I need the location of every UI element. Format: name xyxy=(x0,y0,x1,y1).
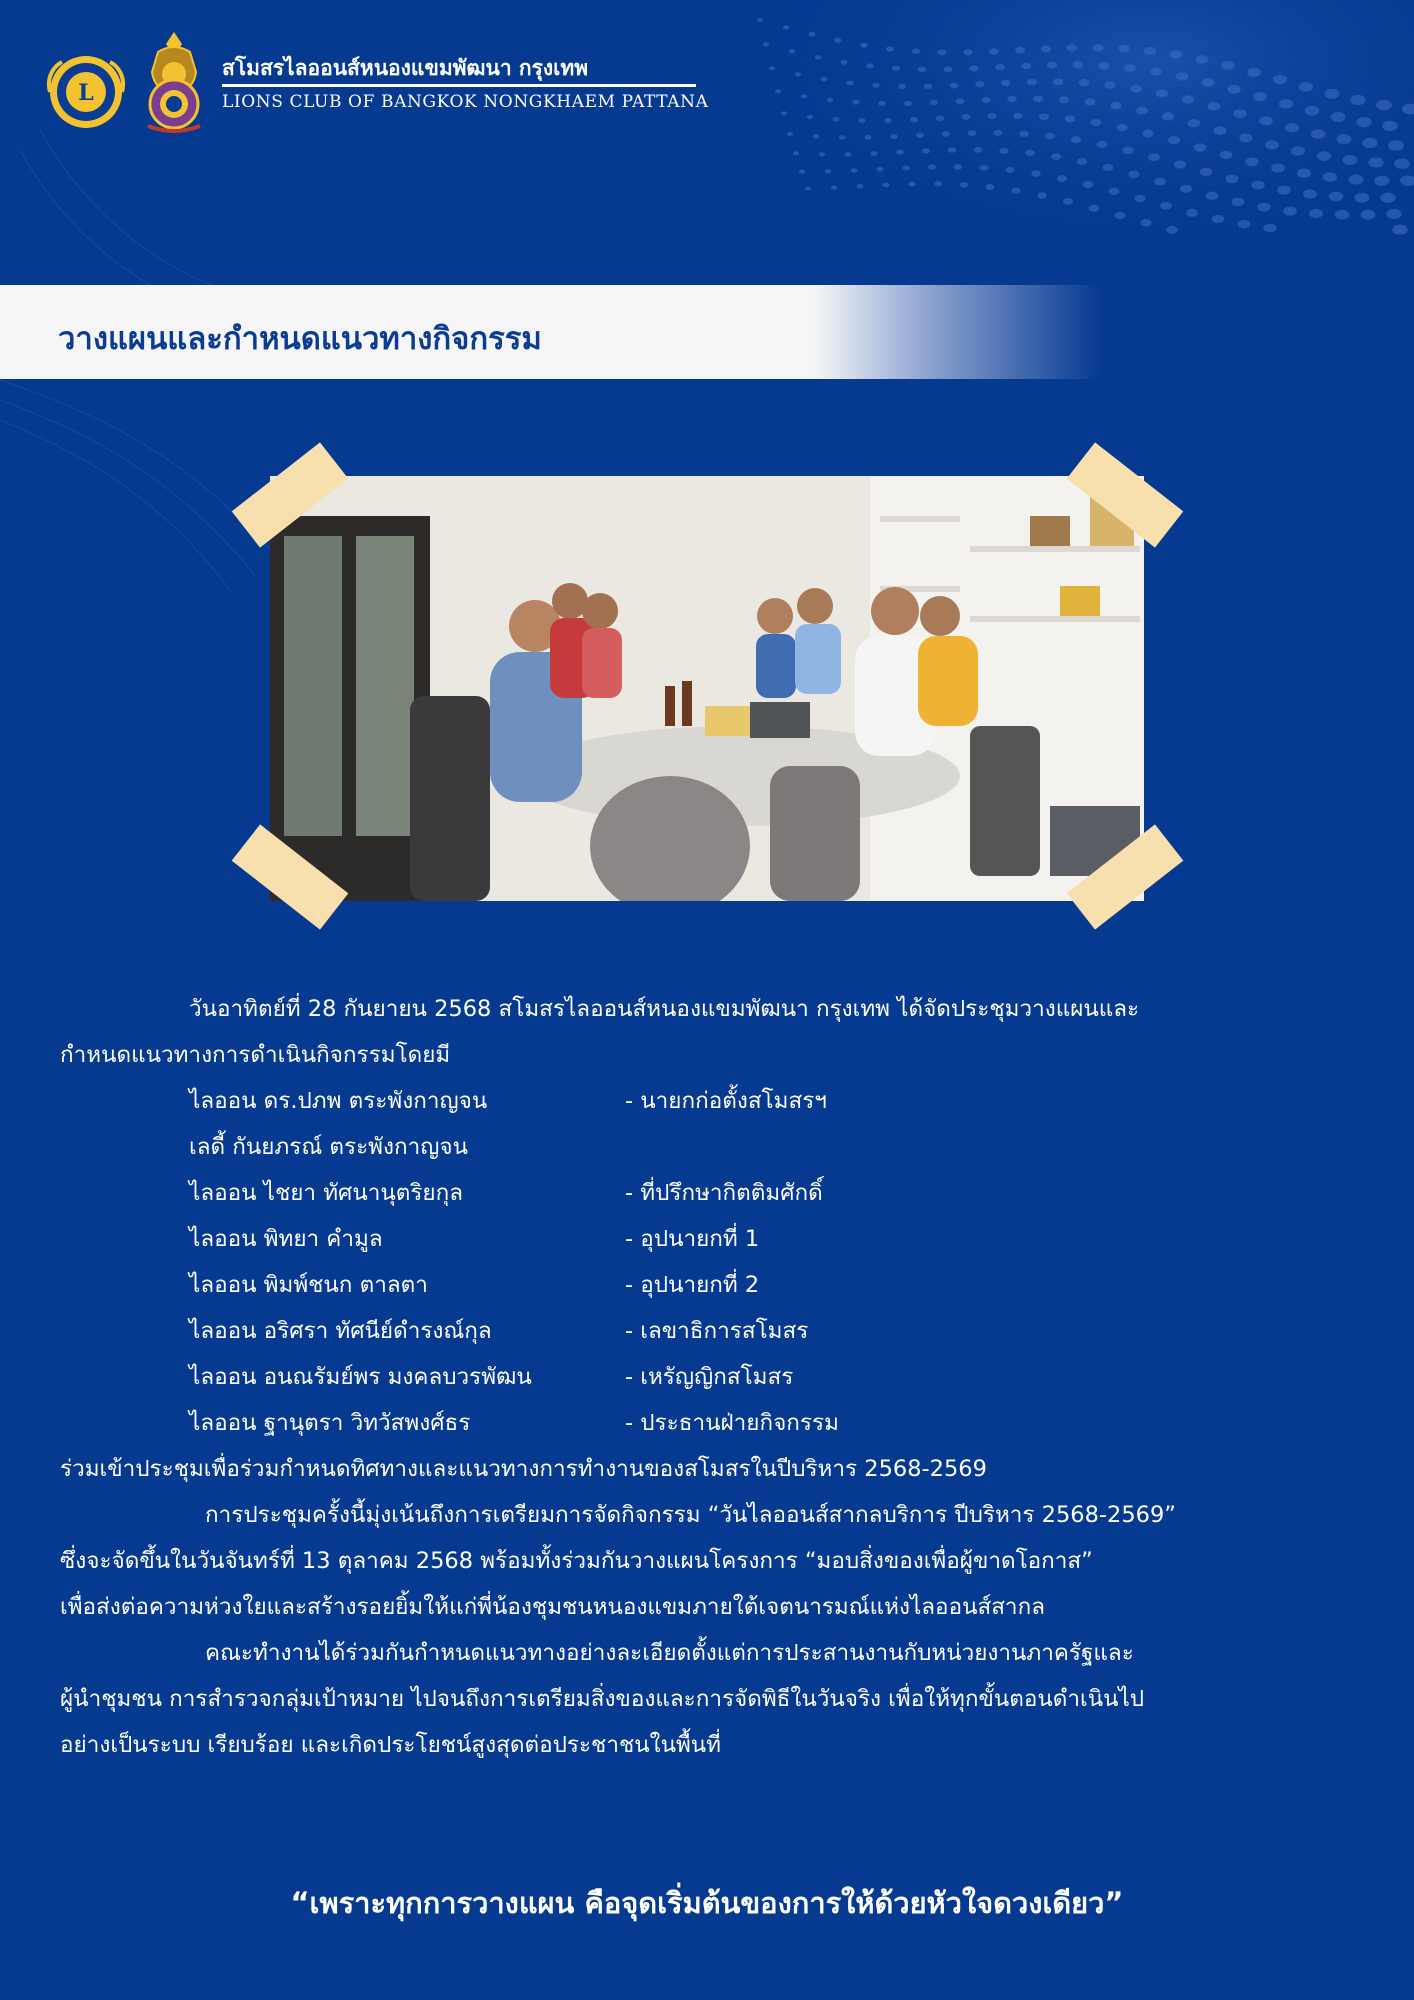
paragraph-2-line-3: เพื่อส่งต่อความห่วงใยและสร้างรอยยิ้มให้แก่พี่น้องชุมชนหนองแขมภายใต้เจตนารมณ์แห่งไลออนส์สากล xyxy=(60,1594,1045,1620)
background-dot xyxy=(1174,161,1186,169)
member-row xyxy=(60,1262,1360,1308)
background-dot xyxy=(878,101,886,106)
background-dot xyxy=(1142,130,1154,138)
background-dot xyxy=(1166,226,1178,234)
background-dot xyxy=(882,183,889,188)
background-dot xyxy=(1335,210,1349,220)
background-dot xyxy=(872,83,880,88)
closing-quote: “เพราะทุกการวางแผน คือจุดเริ่มต้นของการให้ด้วยหัวใจดวงเดียว” xyxy=(290,1886,1124,1920)
meeting-photo xyxy=(270,476,1144,901)
background-dot xyxy=(795,72,801,76)
background-dot xyxy=(821,77,828,82)
background-dot xyxy=(1136,107,1148,115)
background-dot xyxy=(845,152,852,157)
background-dot xyxy=(1122,147,1133,155)
background-dot xyxy=(886,46,894,51)
page-title: วางแผนและกำหนดแนวทางกิจกรรม xyxy=(58,321,542,357)
background-dot xyxy=(1089,205,1099,212)
lions-international-logo xyxy=(46,52,126,132)
background-dot xyxy=(981,97,990,103)
background-dot xyxy=(1019,131,1029,137)
background-dot xyxy=(956,98,965,104)
member-row xyxy=(60,1078,1360,1124)
member-role: - อุปนายกที่ 1 xyxy=(625,1226,760,1252)
club-header xyxy=(46,30,746,140)
background-dot xyxy=(1110,102,1121,110)
background-dot xyxy=(1331,112,1346,122)
background-dot xyxy=(1025,150,1035,156)
background-dot xyxy=(1176,72,1188,80)
background-dot xyxy=(825,169,831,173)
background-dot xyxy=(1221,61,1234,70)
background-dot xyxy=(942,131,950,137)
background-dot xyxy=(898,84,906,89)
background-dot xyxy=(1283,206,1297,215)
background-dot xyxy=(1273,75,1287,84)
background-dot xyxy=(1362,138,1377,148)
background-dot xyxy=(1337,134,1352,144)
club-name-english: LIONS CLUB OF BANGKOK NONGKHAEM PATTANA xyxy=(222,92,709,112)
background-dot xyxy=(1212,215,1224,223)
background-dot xyxy=(1144,47,1156,55)
background-dot xyxy=(1059,96,1069,103)
background-dot xyxy=(1128,171,1139,179)
background-dot xyxy=(1251,181,1264,190)
background-dot xyxy=(793,151,799,155)
paragraph-2-line-1: การประชุมครั้งนี้มุ่งเน้นถึงการเตรียมการจัดกิจกรรม “วันไลออนส์สากลบริการ ปีบริหาร 2568-2569” xyxy=(205,1502,1176,1528)
background-dot xyxy=(1160,202,1172,210)
background-dot xyxy=(1067,44,1078,51)
background-dot xyxy=(1194,143,1206,151)
background-dot xyxy=(775,89,781,93)
background-dot xyxy=(1039,113,1049,120)
background-dot xyxy=(908,181,916,186)
background-dot xyxy=(968,130,977,136)
background-dot xyxy=(1361,210,1376,220)
background-dot xyxy=(1154,178,1166,186)
background-dot xyxy=(799,169,805,173)
background-dot xyxy=(1227,85,1240,94)
member-name: ไลออน อนณรัมย์พร มงคลบวรพัฒน xyxy=(189,1364,532,1390)
club-crest-logo xyxy=(138,30,210,138)
background-dot xyxy=(1206,192,1218,200)
background-dot xyxy=(975,81,984,87)
background-dot xyxy=(1079,79,1090,86)
background-dot xyxy=(1325,89,1340,99)
member-name: ไลออน พิมพ์ชนก ตาลตา xyxy=(189,1272,428,1298)
background-dot xyxy=(840,60,847,65)
background-dot xyxy=(1368,157,1383,167)
background-dot xyxy=(930,100,938,106)
background-dot xyxy=(995,64,1005,70)
background-dot xyxy=(962,114,971,120)
background-dot xyxy=(1047,62,1057,69)
background-dot xyxy=(902,165,910,170)
background-dot xyxy=(1265,140,1279,149)
member-name: ไลออน อริศรา ทัศนีย์ดำรงณ์กุล xyxy=(189,1318,492,1344)
background-dot xyxy=(1253,92,1267,101)
background-dot xyxy=(1148,153,1160,161)
paragraph-3-line-3: อย่างเป็นระบบ เรียบร้อย และเกิดประโยชน์สูงสุดต่อประชาชนในพื้นที่ xyxy=(60,1732,722,1758)
article-body xyxy=(60,986,1360,1768)
background-dot xyxy=(969,65,978,71)
background-dot xyxy=(1083,181,1093,188)
background-dot xyxy=(1245,157,1258,166)
background-dot xyxy=(1303,189,1317,198)
background-dot xyxy=(870,151,877,156)
background-dot xyxy=(1053,78,1063,85)
background-dot xyxy=(1271,163,1285,172)
background-dot xyxy=(839,135,846,140)
member-role: - นายกก่อตั้งสโมสรฯ xyxy=(625,1088,827,1114)
background-dot xyxy=(1208,102,1221,111)
background-dot xyxy=(1182,95,1194,103)
background-dot xyxy=(1299,82,1313,92)
background-dot xyxy=(1214,126,1227,135)
background-dot xyxy=(1162,112,1174,120)
background-dot xyxy=(813,134,819,138)
background-dot xyxy=(1065,116,1075,123)
background-dot xyxy=(974,147,983,153)
background-dot xyxy=(1115,212,1126,219)
background-dot xyxy=(890,134,898,139)
background-dot xyxy=(1239,133,1252,142)
background-dot xyxy=(1279,99,1293,108)
background-dot xyxy=(924,84,932,90)
background-dot xyxy=(1013,113,1023,119)
background-dot xyxy=(763,42,769,46)
background-dot xyxy=(1063,198,1073,205)
background-dot xyxy=(1045,133,1055,140)
background-dot xyxy=(922,148,930,153)
background-dot xyxy=(1402,104,1414,115)
background-dot xyxy=(980,165,989,171)
background-dot xyxy=(858,118,865,123)
background-dot xyxy=(787,132,793,136)
background-dot xyxy=(1109,188,1120,195)
background-dot xyxy=(769,66,775,70)
background-dot xyxy=(986,184,995,190)
background-dot xyxy=(950,83,959,89)
background-dot xyxy=(960,182,968,188)
background-dot xyxy=(1329,192,1343,202)
background-dot xyxy=(1355,193,1370,203)
background-dot xyxy=(1392,225,1407,235)
member-row xyxy=(60,1400,1360,1446)
background-dot xyxy=(989,48,999,54)
background-dot xyxy=(1309,209,1323,218)
background-dot xyxy=(1226,175,1239,184)
background-dot xyxy=(1400,176,1414,186)
intro-line-1: วันอาทิตย์ที่ 28 กันยายน 2568 สโมสรไลออนส์หนองแขมพัฒนา กรุงเทพ ได้จัดประชุมวางแผนและ xyxy=(189,996,1140,1022)
background-dot xyxy=(1077,158,1087,165)
background-dot xyxy=(1091,119,1102,126)
background-dot xyxy=(1180,185,1192,193)
background-dot xyxy=(1071,136,1081,143)
background-dot xyxy=(1388,140,1404,150)
member-row xyxy=(60,1216,1360,1262)
background-dot xyxy=(1394,158,1410,168)
background-dot xyxy=(789,49,795,53)
background-dot xyxy=(944,66,953,72)
background-dot xyxy=(1015,47,1025,54)
background-dot xyxy=(1051,153,1061,160)
background-dot xyxy=(948,147,956,153)
background-dot xyxy=(1220,151,1233,160)
intro-line-2: กำหนดแนวทางการดำเนินกิจกรรมโดยมี xyxy=(60,1042,451,1068)
background-dot xyxy=(1356,117,1371,127)
background-dot xyxy=(1098,62,1109,70)
background-dot xyxy=(999,148,1008,154)
member-role: - ที่ปรึกษากิตติมศักดิ์ xyxy=(625,1180,823,1206)
background-dot xyxy=(757,18,763,22)
background-dot xyxy=(936,115,944,121)
background-dot xyxy=(1170,50,1182,58)
background-dot xyxy=(1291,146,1305,155)
background-dot xyxy=(938,49,947,55)
background-dot xyxy=(1116,124,1127,132)
paragraph-3-line-2: ผู้นำชุมชน การสำรวจกลุ่มเป้าหมาย ไปจนถึงการเตรียมสิ่งของและการจัดพิธีในวันจริง เพื่อให้ทุกขั้นตอนดำเนินไป xyxy=(60,1686,1145,1712)
background-dot xyxy=(1037,192,1047,198)
background-dot xyxy=(1233,109,1246,118)
background-dot xyxy=(1001,80,1011,86)
background-dot xyxy=(912,49,920,55)
svg-text:L: L xyxy=(78,80,94,106)
background-dot xyxy=(876,167,883,172)
background-dot xyxy=(1380,193,1395,203)
paragraph-3-line-1: คณะทำงานได้ร่วมกันกำหนดแนวทางอย่างละเอียดตั้งแต่การประสานงานกับหน่วยงานภาครัฐและ xyxy=(205,1640,1134,1666)
background-dot xyxy=(1297,168,1311,177)
background-dot xyxy=(884,118,892,123)
background-dot xyxy=(864,135,871,140)
group-meeting-photo-icon xyxy=(270,476,1144,901)
background-dot xyxy=(866,63,874,68)
background-dot xyxy=(819,152,825,156)
background-dot xyxy=(1349,175,1364,185)
background-dot xyxy=(963,49,972,55)
background-dot xyxy=(827,98,834,103)
background-dot xyxy=(1376,100,1392,110)
background-dot xyxy=(1186,209,1198,217)
background-dot xyxy=(1118,45,1130,53)
background-dot xyxy=(993,130,1002,136)
member-name: ไลออน ไชยา ทัศนานุตริยกุล xyxy=(189,1180,464,1206)
background-dot xyxy=(1031,170,1041,176)
background-dot xyxy=(1130,85,1142,93)
background-dot xyxy=(1005,167,1014,173)
background-dot xyxy=(1200,168,1212,176)
background-dot xyxy=(1150,68,1162,76)
member-name: เลดี้ กันยภรณ์ ตระพังกาญจน xyxy=(189,1134,468,1160)
background-dot xyxy=(1097,141,1108,148)
background-dot xyxy=(1247,68,1261,77)
title-band xyxy=(0,285,1100,379)
member-row xyxy=(60,1308,1360,1354)
background-dot xyxy=(1124,64,1136,72)
background-dot xyxy=(1343,155,1358,165)
member-role: - เหรัญญิกสโมสร xyxy=(625,1364,794,1390)
background-dot xyxy=(896,150,904,155)
background-dot xyxy=(783,25,789,29)
background-dot xyxy=(857,184,864,189)
member-name: ไลออน ฐานุตรา วิทวัสพงศ์ธร xyxy=(189,1410,471,1436)
background-dot xyxy=(910,117,918,122)
background-dot xyxy=(1021,63,1031,70)
background-dot xyxy=(801,94,807,98)
member-name: ไลออน ดร.ปภพ ตระพังกาญจน xyxy=(189,1088,488,1114)
background-dot xyxy=(1011,187,1020,193)
member-role: - ประธานฝ่ายกิจกรรม xyxy=(625,1410,839,1436)
member-name: ไลออน พิทยา คำมูล xyxy=(189,1226,383,1252)
background-dot xyxy=(831,185,837,189)
background-dot xyxy=(1232,198,1245,207)
background-dot xyxy=(1323,172,1337,182)
background-dot xyxy=(1263,224,1276,233)
header-divider xyxy=(222,84,696,87)
background-dot xyxy=(851,168,858,173)
background-dot xyxy=(807,115,813,119)
background-dot xyxy=(1386,209,1401,219)
background-dot xyxy=(1317,151,1331,161)
background-dot xyxy=(1104,81,1115,89)
member-row xyxy=(60,1170,1360,1216)
background-dot xyxy=(918,67,926,73)
member-row xyxy=(60,1124,1360,1170)
background-dot xyxy=(781,111,787,115)
background-dot xyxy=(1374,176,1389,186)
background-dot xyxy=(1092,44,1103,52)
background-dot xyxy=(805,186,811,190)
background-dot xyxy=(1382,121,1398,131)
background-dot xyxy=(1033,96,1043,103)
background-dot xyxy=(987,113,996,119)
background-dot xyxy=(904,101,912,106)
member-row xyxy=(60,1354,1360,1400)
after-members-line: ร่วมเข้าประชุมเพื่อร่วมกำหนดทิศทางและแนวทางการทำงานของสโมสรในปีบริหาร 2568-2569 xyxy=(60,1456,987,1482)
background-dot xyxy=(1168,136,1180,144)
background-dot xyxy=(1311,129,1325,139)
background-dot xyxy=(1305,106,1319,116)
background-dot xyxy=(1257,203,1270,212)
background-dot xyxy=(928,164,936,169)
background-dot xyxy=(834,38,841,43)
background-dot xyxy=(1277,186,1291,195)
background-dot xyxy=(1134,195,1145,203)
background-dot xyxy=(1057,175,1067,182)
background-dot xyxy=(954,164,962,170)
background-dot xyxy=(916,133,924,138)
background-dot xyxy=(1073,61,1084,68)
background-dot xyxy=(815,55,822,60)
background-dot xyxy=(860,43,868,48)
background-dot xyxy=(1085,98,1096,105)
background-dot xyxy=(852,100,859,105)
background-dot xyxy=(1259,116,1273,125)
background-dot xyxy=(1041,45,1051,52)
background-dot xyxy=(1238,220,1251,229)
member-list xyxy=(60,1078,1360,1446)
member-role: - เลขาธิการสโมสร xyxy=(625,1318,809,1344)
background-dot xyxy=(846,81,853,86)
background-dot xyxy=(1140,219,1151,227)
background-dot xyxy=(892,66,900,71)
background-dot xyxy=(1350,95,1365,105)
background-dot xyxy=(1285,123,1299,132)
background-dot xyxy=(1103,164,1114,171)
background-dot xyxy=(1027,79,1037,86)
background-dot xyxy=(1202,78,1215,87)
background-dot xyxy=(1188,119,1200,127)
background-dot xyxy=(1196,55,1209,64)
paragraph-2-line-2: ซึ่งจะจัดขึ้นในวันจันทร์ที่ 13 ตุลาคม 2568 พร้อมทั้งร่วมกันวางแผนโครงการ “มอบสิ่งของเพื่อผู้ขาดโอกาส” xyxy=(60,1548,1093,1574)
background-dot xyxy=(833,117,840,122)
background-dot xyxy=(809,32,816,37)
background-dot xyxy=(1007,96,1017,102)
club-name-thai: สโมสรไลออนส์หนองแขมพัฒนา กรุงเทพ xyxy=(222,56,589,80)
member-role: - อุปนายกที่ 2 xyxy=(625,1272,760,1298)
background-dot xyxy=(934,181,942,186)
background-dot xyxy=(1156,89,1168,97)
